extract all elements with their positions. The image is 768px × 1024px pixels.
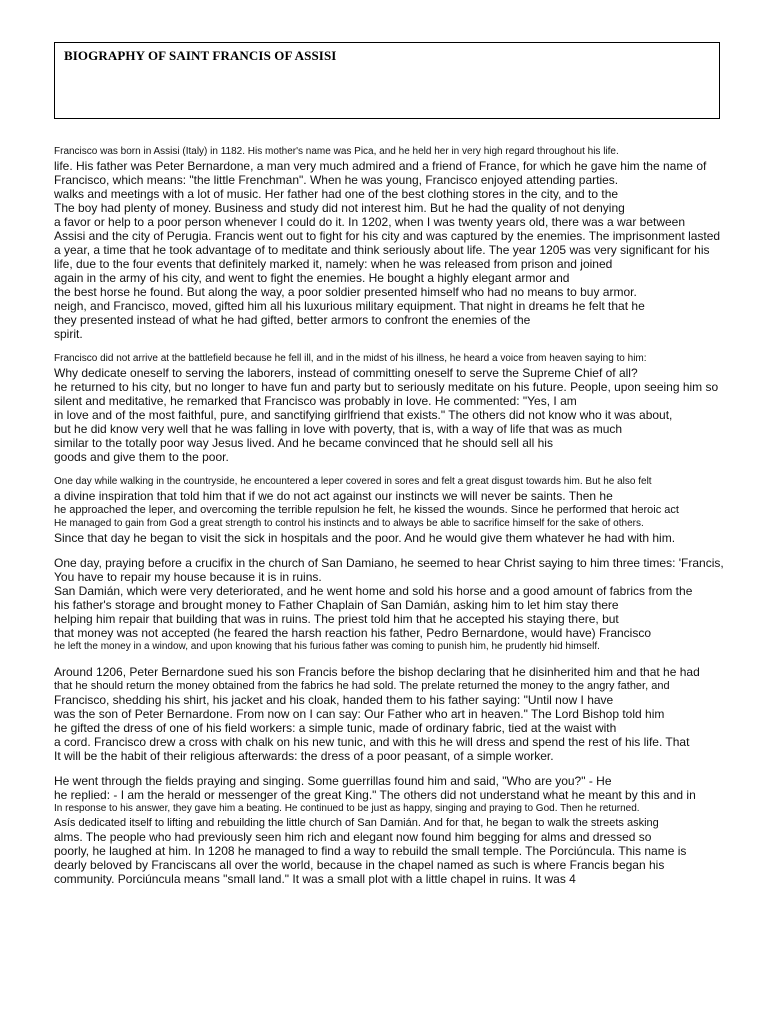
document-body bbox=[54, 145, 726, 886]
text-line: life, due to the four events that definitely marked it, namely: when he was released from prison and joined bbox=[54, 257, 613, 271]
text-line: Francisco was born in Assisi (Italy) in 1182. His mother's name was Pica, and he held her in very high regard throughout his life. bbox=[54, 146, 619, 157]
paragraph bbox=[54, 556, 726, 654]
text-line: He went through the fields praying and singing. Some guerrillas found him and said, "Who are you?" - He bbox=[54, 774, 612, 788]
text-line: he left the money in a window, and upon knowing that his furious father was coming to punish him, he prudently hid himself. bbox=[54, 641, 600, 652]
text-line: silent and meditative, he remarked that Francisco was probably in love. He commented: "Yes, I am bbox=[54, 394, 577, 408]
text-line: Around 1206, Peter Bernardone sued his son Francis before the bishop declaring that he disinherited him and that he had bbox=[54, 665, 700, 679]
text-line: community. Porciúncula means "small land." It was a small plot with a little chapel in ruins. It was 4 bbox=[54, 872, 576, 886]
text-line: Francisco, which means: "the little Frenchman". When he was young, Francisco enjoyed attending parties. bbox=[54, 173, 619, 187]
paragraph bbox=[54, 774, 726, 886]
text-line: Francisco did not arrive at the battlefield because he fell ill, and in the midst of his illness, he heard a voice from heaven saying to him: bbox=[54, 353, 647, 364]
text-line: One day while walking in the countryside, he encountered a leper covered in sores and felt a great disgust towards him. But he also felt bbox=[54, 476, 652, 487]
text-line: neigh, and Francisco, moved, gifted him all his luxurious military equipment. That night in dreams he felt that he bbox=[54, 299, 645, 313]
title-box bbox=[54, 42, 720, 119]
text-line: alms. The people who had previously seen him rich and elegant now found him begging for alms and dressed so bbox=[54, 830, 652, 844]
text-line: Assisi and the city of Perugia. Francis went out to fight for his city and was captured by the enemies. The imprisonment lasted bbox=[54, 229, 721, 243]
paragraph bbox=[54, 145, 726, 341]
text-line: a year, a time that he took advantage of to meditate and think seriously about life. The year 1205 was very significant for his bbox=[54, 243, 710, 257]
text-line: again in the army of his city, and went to fight the enemies. He bought a highly elegant armor and bbox=[54, 271, 570, 285]
text-line: a favor or help to a poor person whenever I could do it. In 1202, when I was twenty years old, there was a war between bbox=[54, 215, 686, 229]
paragraph bbox=[54, 352, 726, 464]
text-line: You have to repair my house because it is in ruins. bbox=[54, 570, 322, 584]
text-line: that money was not accepted (he feared the harsh reaction his father, Pedro Bernardone, would have) Francisco bbox=[54, 626, 652, 640]
text-line: walks and meetings with a lot of music. Her father had one of the best clothing stores in the city, and to the bbox=[54, 187, 619, 201]
text-line: poorly, he laughed at him. In 1208 he managed to find a way to rebuild the small temple. The Porciúncula. This name is bbox=[54, 844, 687, 858]
text-line: Why dedicate oneself to serving the laborers, instead of committing oneself to serve the Supreme Chief of all? bbox=[54, 366, 638, 380]
text-line: but he did know very well that he was falling in love with poverty, that is, with a way of life that was as much bbox=[54, 422, 623, 436]
text-line: a cord. Francisco drew a cross with chalk on his new tunic, and with this he will dress and spend the rest of his life. That bbox=[54, 735, 690, 749]
document-title: BIOGRAPHY OF SAINT FRANCIS OF ASSISI bbox=[64, 48, 337, 63]
text-line: in love and of the most faithful, pure, and sanctifying girlfriend that exists." The others did not know who it was about, bbox=[54, 408, 673, 422]
text-line: he gifted the dress of one of his field workers: a simple tunic, made of ordinary fabric, tied at the waist with bbox=[54, 721, 617, 735]
text-line: It will be the habit of their religious afterwards: the dress of a poor peasant, of a simple worker. bbox=[54, 749, 554, 763]
text-line: he returned to his city, but no longer to have fun and party but to seriously meditate on his future. People, upon seeing him so bbox=[54, 380, 719, 394]
text-line: helping him repair that building that was in ruins. The priest told him that he accepted his staying there, but bbox=[54, 612, 619, 626]
text-line: dearly beloved by Franciscans all over the world, because in the chapel named as such is where Francis began his bbox=[54, 858, 665, 872]
paragraph bbox=[54, 475, 726, 545]
text-line: The boy had plenty of money. Business and study did not interest him. But he had the quality of not denying bbox=[54, 201, 625, 215]
text-line: similar to the totally poor way Jesus lived. And he became convinced that he should sell all his bbox=[54, 436, 553, 450]
text-line: was the son of Peter Bernardone. From now on I can say: Our Father who art in heaven." The Lord Bishop told him bbox=[54, 707, 665, 721]
text-line: he replied: - I am the herald or messenger of the great King." The others did not understand what he meant by this and in bbox=[54, 788, 696, 802]
text-line: his father's storage and brought money to Father Chaplain of San Damián, asking him to let him stay there bbox=[54, 598, 619, 612]
text-line: that he should return the money obtained from the fabrics he had sold. The prelate returned the money to the angry father, and bbox=[54, 680, 670, 692]
text-line: Francisco, shedding his shirt, his jacket and his cloak, handed them to his father saying: "Until now I have bbox=[54, 693, 614, 707]
text-line: Since that day he began to visit the sick in hospitals and the poor. And he would give them whatever he had with him. bbox=[54, 531, 676, 545]
paragraph bbox=[54, 665, 726, 763]
text-line: goods and give them to the poor. bbox=[54, 450, 229, 464]
text-line: Asís dedicated itself to lifting and rebuilding the little church of San Damián. And for that, he began to walk the streets asking bbox=[54, 817, 659, 829]
text-line: San Damián, which were very deteriorated, and he went home and sold his horse and a good amount of fabrics from the bbox=[54, 584, 693, 598]
text-line: they presented instead of what he had gifted, better armors to confront the enemies of the bbox=[54, 313, 531, 327]
text-line: life. His father was Peter Bernardone, a man very much admired and a friend of France, for which he gave him the name of bbox=[54, 159, 707, 173]
text-line: He managed to gain from God a great strength to control his instincts and to always be able to sacrifice himself for the sake of others. bbox=[54, 518, 644, 529]
text-line: he approached the leper, and overcoming the terrible repulsion he felt, he kissed the wounds. Since he performed that heroic act bbox=[54, 504, 679, 516]
text-line: a divine inspiration that told him that if we do not act against our instincts we will never be saints. Then he bbox=[54, 489, 613, 503]
text-line: One day, praying before a crucifix in the church of San Damiano, he seemed to hear Christ saying to him three times: 'Francis, bbox=[54, 556, 724, 570]
text-line: the best horse he found. But along the way, a poor soldier presented himself who had no means to buy armor. bbox=[54, 285, 637, 299]
text-line: spirit. bbox=[54, 327, 83, 341]
text-line: In response to his answer, they gave him a beating. He continued to be just as happy, singing and praying to God. Then he returned. bbox=[54, 803, 640, 814]
